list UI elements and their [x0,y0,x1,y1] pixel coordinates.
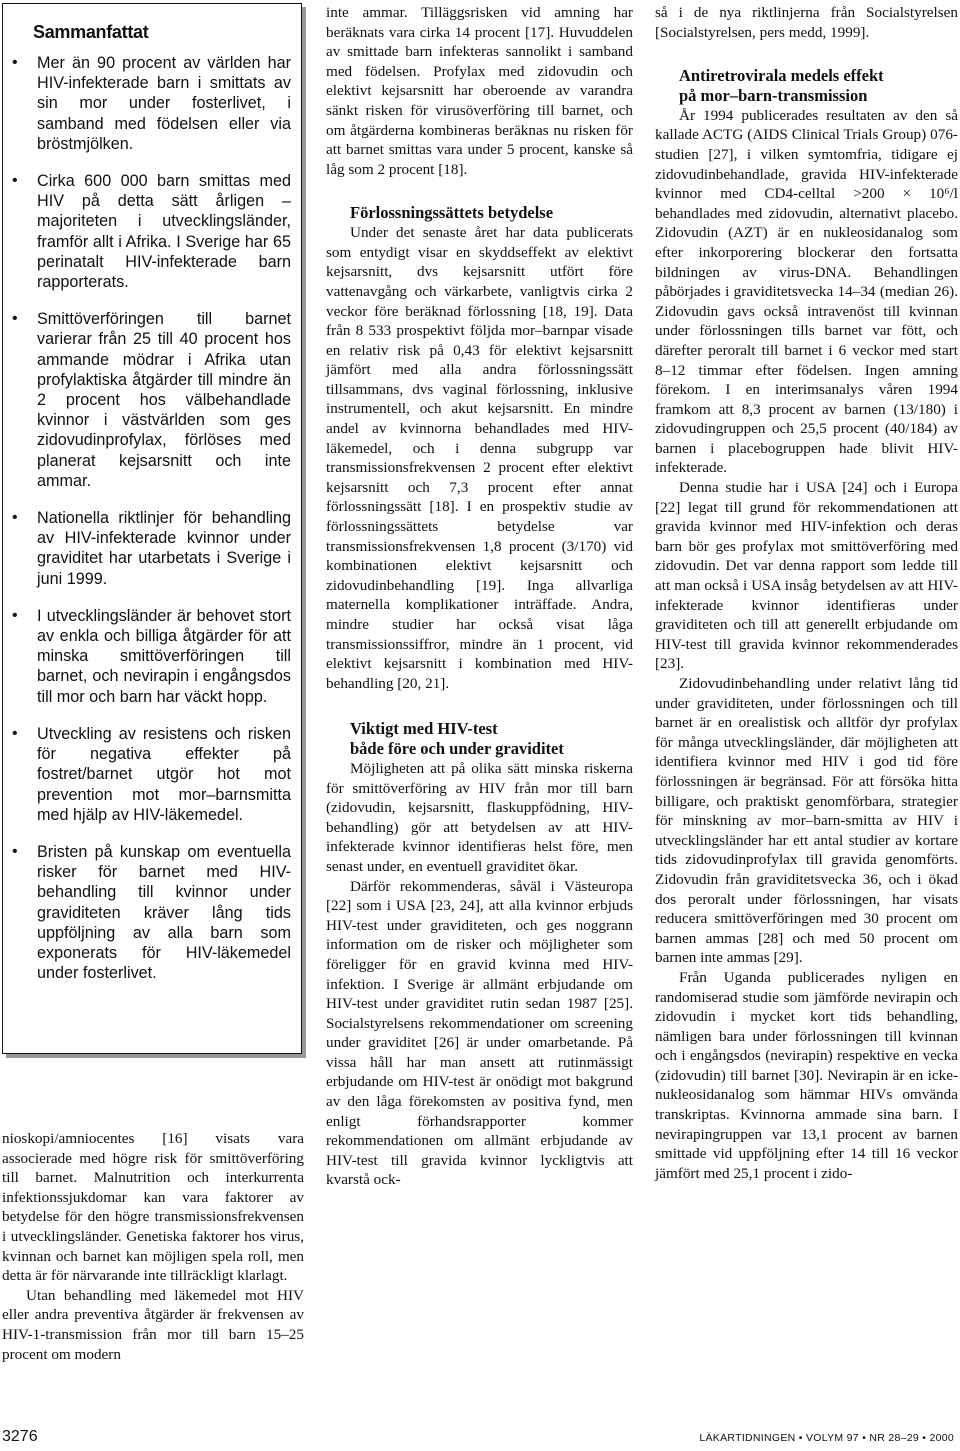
section-heading-line1: Viktigt med HIV-test [350,719,498,739]
body-paragraph: nioskopi/amniocentes [16] visats vara associerade med högre risk för smittöverföring till barnet. Malnutrition och interkurrenta infektionssjukdomar kan vara faktorer av betydelse för den högre transmissionsfrekvensen i utvecklingsländer. Genetiska faktorer hos virus, kvinnan och barnet kan möjligen spela roll, men detta är för närvarande inte tillräckligt klarlagt. [2,1130,304,1285]
body-paragraph: Utan behandling med läkemedel mot HIV eller andra preventiva åtgärder är frekvensen av HIV-1-transmission från mor till barn 15–25 procent om modern [2,1286,304,1363]
right-column [655,3,958,1183]
journal-footer: LÄKARTIDNINGEN • VOLYM 97 • NR 28–29 • 2000 [699,1432,954,1444]
body-paragraph: Denna studie har i USA [24] och i Europa [22] legat till grund för rekommendationen att gravida kvinnor med HIV-infektion och deras barn bör ges profylax mot smittöverföring med zidovudin. Det var denna rapport som ledde till att man också i USA insåg betydelsen av att HIV-infekterade kvinnor identifieras under graviditeten och till att generellt erbjudande om HIV-test till gravida kvinnor rekommenderades [23]. [655,479,958,673]
summary-bullet: • Utveckling av resistens och risken för negativa effekter på fostret/barnet utgör hot mot prevention mot mor–barnsmitta med hjälp av HIV-läkemedel. [37,724,291,825]
summary-bullet: • Cirka 600 000 barn smittas med HIV på detta sätt årligen – majoriteten i utvecklingsländer, framför allt i Afrika. I Sverige har 65 perinatalt HIV-infekterade barn rapporterats. [37,171,291,292]
body-paragraph: så i de nya riktlinjerna från Socialstyrelsen [Socialstyrelsen, pers medd, 1999]. [655,4,958,41]
section-heading [655,66,958,106]
section-heading: Förlossningssättets betydelse [350,203,554,223]
left-column-text [2,1129,304,1364]
summary-bullet: • Mer än 90 procent av världen har HIV-infekterade barn i smittats av sin mor under fosterlivet, i samband med födelsen eller via bröstmjölken. [37,53,291,154]
summary-bullet: • Smittöverföringen till barnet varierar från 25 till 40 procent hos ammande mödrar i Afrika utan profylaktiska åtgärder till mindre än 2 procent hos välbehandlade kvinnor i västvärlden som ges zidovudinprofylax, förlöses med planerat kejsarsnitt och inte ammar. [37,309,291,491]
section-heading-line1: Antiretrovirala medels effekt [679,66,884,86]
body-paragraph: År 1994 publicerades resultaten av den så kallade ACTG (AIDS Clinical Trials Group) 076-studien [27], i vilken symtomfria, tidigare ej zidovudinbehandlade, gravida HIV-infekterade kvinnor med CD4-celltal >200 × 10⁶/l behandlades med zidovudin, alternativt placebo. Zidovudin (AZT) är en nukleosidanalog som efter inkorporering blockerar den fortsatta bildningen av virus-DNA. Behandlingen påbörjades i graviditetsvecka 14–34 (median 26). Zidovudin gavs också intravenöst till kvinnan under förlossningen tills barnet var fött, och därefter peroralt till barnet i 6 veckor med start 8–12 timmar efter födelsen. Ingen amning förekom. I en interimsanalys våren 1994 framkom att 8,3 procent av barnen (13/180) i zidovudingruppen och 25,5 procent (40/184) av barnen i placebogruppen hade blivit HIV-infekterade. [655,106,958,477]
summary-list [37,53,291,983]
page-number: 3276 [2,1428,38,1445]
body-paragraph: Zidovudinbehandling under relativt lång tid under graviditeten, under förlossningen och till barnet är en orealistisk och alltför dyr profylax för många utvecklingsländer, där möjligheten att identifiera kvinnor med HIV i god tid före förlossningen är begränsad. För att försöka hitta billigare, och praktiskt genomförbara, strategier för minskning av mor–barn-smitta av HIV i utvecklingsländer har ett antal studier av kortare tids zidovudinprofylax till gravida genomförts. Zidovudin från graviditetsvecka 36, och i ökad dos peroralt under förlossningen, har visats reducera smittöverföringen med 30 procent om barnen ammas [28] och med 50 procent om barnen inte ammas [29]. [655,675,958,967]
middle-column [326,3,633,1190]
summary-box [2,3,302,1054]
body-paragraph: Därför rekommenderas, såväl i Västeuropa [22] som i USA [23, 24], att alla kvinnor erbjuds HIV-test under graviditeten, och ges noggrann information om de risker och möjligheter som föreligger för en gravid kvinna med HIV-infektion. I Sverige är allmänt erbjudande om HIV-test under graviditet rutin sedan 1987 [25]. Socialstyrelsens rekommendationer om screening under graviditet [26] är under omarbetande. På vissa håll har man ansett att rutinmässigt erbjudande om HIV-test är onödigt mot bakgrund av den låga förekomsten av positiva fynd, men enligt förhandsrapporter kommer rekommendationen om allmänt erbjudande av HIV-test till gravida kvinnor lyckligtvis att kvarstå ock- [326,877,633,1189]
body-paragraph: Möjligheten att på olika sätt minska riskerna för smittöverföring av HIV från mor till barn (zidovudin, kejsarsnitt, flaskuppfödning, HIV-behandling) gör att betydelsen av att HIV-infekterade kvinnor identifieras helst före, men senast under, en eventuell graviditet ökar. [326,759,633,875]
body-paragraph: inte ammar. Tilläggsrisken vid amning har beräknats vara cirka 14 procent [17]. Huvuddelen av smittade barn infekteras sannolikt i samband med födelsen. Profylax med zidovudin och elektivt kejsarsnitt har oberoende av varandra sänkt risken för virusöverföring till barnet, och om åtgärderna kombineras beräknas nu risken för att barnet smittas vara under 5 procent, kanske så låg som 2 procent [18]. [326,4,633,178]
summary-bullet: • Bristen på kunskap om eventuella risker för barnet med HIV-behandling till kvinnor under graviditeten kräver lång tids uppföljning av alla barn som exponerats för HIV-läkemedel under fosterlivet. [37,842,291,983]
section-heading-line2: både före och under graviditet [350,739,564,759]
summary-bullet: • Nationella riktlinjer för behandling av HIV-infekterade kvinnor under graviditet har utarbetats i Sverige i juni 1999. [37,508,291,589]
summary-bullet: • I utvecklingsländer är behovet stort av enkla och billiga åtgärder för att minska smittöverföringen till barnet, och nevirapin i engångsdos till mor och barn har väckt hopp. [37,606,291,707]
body-paragraph: Under det senaste året har data publicerats som entydigt visar en skyddseffekt av elektivt kejsarsnitt, dvs kejsarsnitt utfört före vattenavgång och värkarbete, vanligtvis cirka 2 veckor före beräknad förlossning [18, 19]. Data från 8 533 prospektivt följda mor–barnpar visade en relativ risk på 0,43 för elektivt kejsarsnitt jämfört med alla andra förlossningssätt tillsammans, dvs vaginal förlossning, inklusive instrumentell, och akut kejsarsnitt. En mindre andel av kvinnorna behandlades med HIV-läkemedel, och i denna subgrupp var transmissionsfrekvensen 2 procent efter elektivt kejsarsnitt och 7,3 procent efter annat förlossningssätt [18]. I en prospektiv studie av förlossningssättets betydelse var transmissionsfrekvensen 1,8 procent (3/170) vid kombinationen elektivt kejsarsnitt och zidovudinbehandling [19]. Inga allvarliga maternella komplikationer inträffade. Andra, mindre studier har också visat låga transmissionssiffror, mindre än 1 procent, vid elektivt kejsarsnitt i kombination med HIV-behandling [20, 21]. [326,224,633,692]
summary-title: Sammanfattat [33,22,149,42]
body-paragraph: Från Uganda publicerades nyligen en randomiserad studie som jämförde nevirapin och zidovudin i mycket kort tids behandling, nämligen bara under förlossningen till kvinnan och i engångsdos (nevirapin) respektive en vecka (zidovudin) till barnet [30]. Nevirapin är en icke-nukleosidanalog som hämmar HIVs omvända transkriptas. Kvinnorna ammade sina barn. I nevirapingruppen var 13,1 procent av barnen smittade vid uppföljning efter 14 till 16 veckor jämfört med 25,1 procent i zido- [655,968,958,1182]
section-heading-line2: på mor–barn-transmission [679,85,868,105]
section-heading [326,719,633,759]
